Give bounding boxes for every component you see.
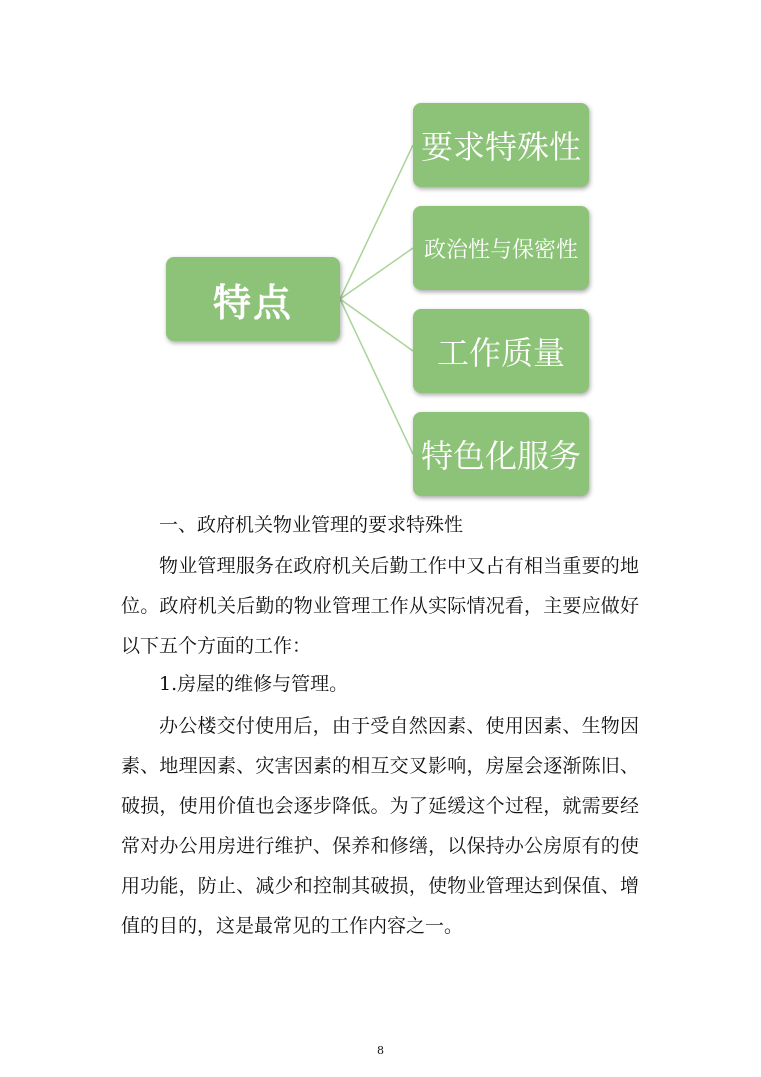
page-number: 8 xyxy=(377,1044,384,1057)
section-heading: 一、政府机关物业管理的要求特殊性 xyxy=(159,514,464,536)
diagram-branch-requirements: 要求特殊性 xyxy=(413,103,589,187)
paragraph-intro: 物业管理服务在政府机关后勤工作中又占有相当重要的地位。政府机关后勤的物业管理工作从实际情况看，主要应做好以下五个方面的工作： xyxy=(121,555,639,657)
connector-line-1 xyxy=(340,145,413,299)
paragraph-body: 办公楼交付使用后，由于受自然因素、使用因素、生物因素、地理因素、灾害因素的相互交叉影响，房屋会逐渐陈旧、破损，使用价值也会逐步降低。为了延缓这个过程，就需要经常对办公用房进行维护、保养和修缮，以保持办公房原有的使用功能，防止、减少和控制其破损，使物业管理达到保值、增值的目的，这是最常见的工作内容之一。 xyxy=(121,715,639,937)
paragraph-item-heading: 1.房屋的维修与管理。 xyxy=(159,673,349,695)
connector-line-4 xyxy=(340,299,413,454)
diagram-branch-special-service: 特色化服务 xyxy=(413,412,589,496)
connector-lines xyxy=(0,0,761,500)
connector-line-3 xyxy=(340,299,413,351)
characteristics-diagram xyxy=(0,0,761,500)
diagram-branch-work-quality: 工作质量 xyxy=(413,309,589,393)
connector-line-2 xyxy=(340,248,413,299)
diagram-branch-confidentiality: 政治性与保密性 xyxy=(413,206,589,290)
diagram-center-node: 特点 xyxy=(166,257,340,341)
